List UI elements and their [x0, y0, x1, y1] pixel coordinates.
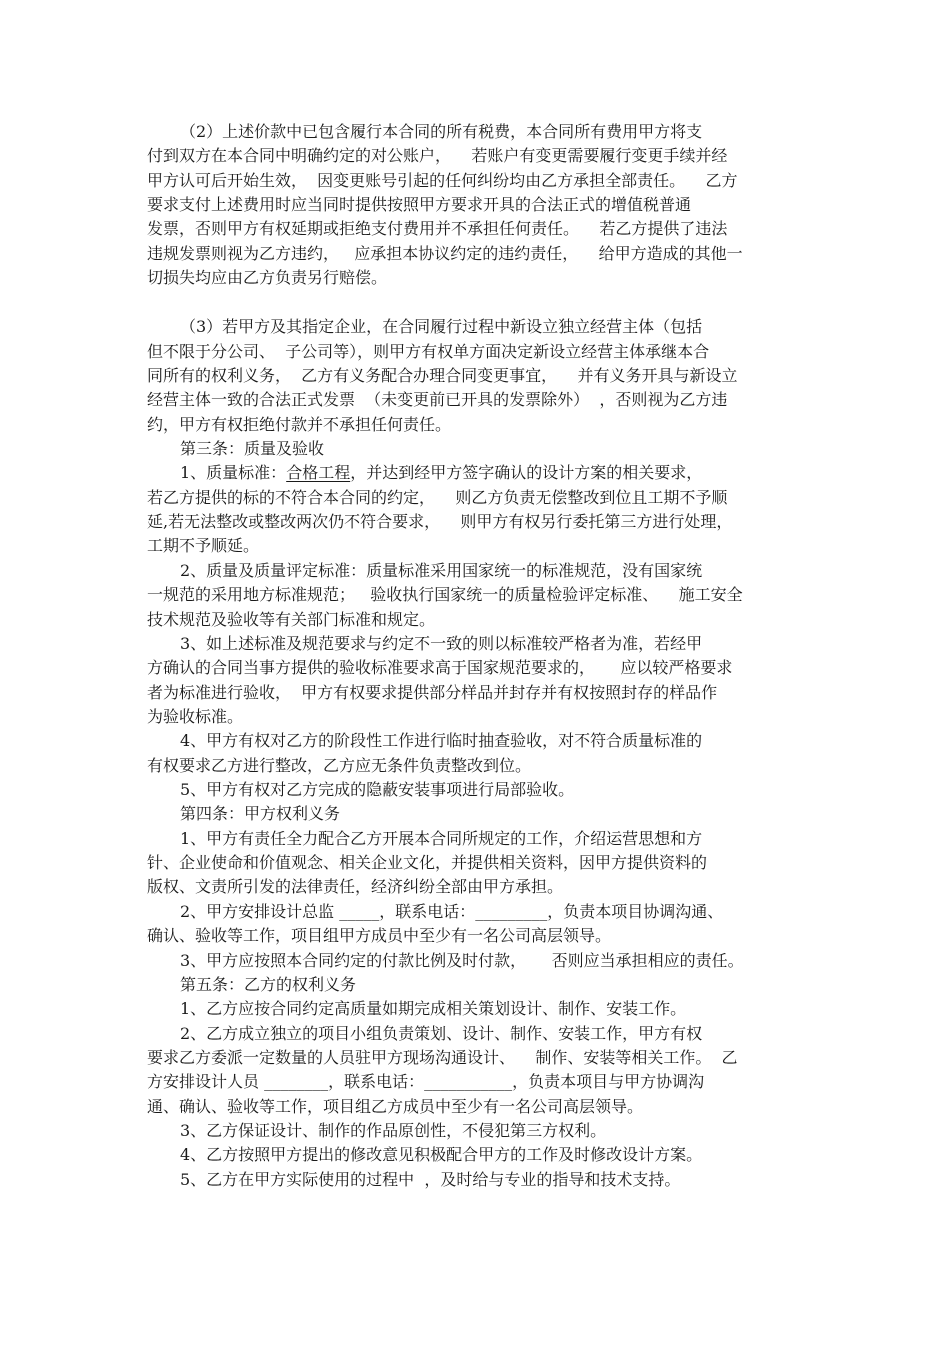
text-line: 工期不予顺延。	[147, 536, 260, 555]
section-heading: 第五条：乙方的权利义务	[180, 975, 357, 994]
text-line: 付到双方在本合同中明确约定的对公账户， 若账户有变更需要履行变更手续并经	[147, 146, 728, 165]
text-line: 2、乙方成立独立的项目小组负责策划、设计、制作、安装工作，甲方有权	[180, 1024, 703, 1043]
text-line: 者为标准进行验收， 甲方有权要求提供部分样品并封存并有权按照封存的样品作	[147, 683, 718, 702]
text-line: 确认、验收等工作，项目组甲方成员中至少有一名公司高层领导。	[147, 926, 612, 945]
text-line: 同所有的权利义务， 乙方有义务配合办理合同变更事宜， 并有义务开具与新设立	[147, 366, 738, 385]
text-line: 4、甲方有权对乙方的阶段性工作进行临时抽查验收，对不符合质量标准的	[180, 731, 703, 750]
text-line: 有权要求乙方进行整改，乙方应无条件负责整改到位。	[147, 756, 532, 775]
text-fragment: 1、质量标准：	[180, 463, 287, 482]
text-line: 方确认的合同当事方提供的验收标准要求高于国家规范要求的， 应以较严格要求	[147, 658, 733, 677]
text-line: 1、乙方应按合同约定高质量如期完成相关策划设计、制作、安装工作。	[180, 999, 687, 1018]
text-line: 切损失均应由乙方负责另行赔偿。	[147, 268, 388, 287]
text-line: 5、甲方有权对乙方完成的隐蔽安装事项进行局部验收。	[180, 780, 575, 799]
text-line: （3）若甲方及其指定企业，在合同履行过程中新设立独立经营主体（包括	[180, 317, 703, 336]
text-line: 2、甲方安排设计总监 _____，联系电话：_________，负责本项目协调沟通、	[180, 902, 724, 921]
quality-standard-value: 合格工程	[286, 463, 351, 482]
text-line: 4、乙方按照甲方提出的修改意见积极配合甲方的工作及时修改设计方案。	[180, 1145, 703, 1164]
text-line: 通、确认、验收等工作，项目组乙方成员中至少有一名公司高层领导。	[147, 1097, 644, 1116]
text-line: 针、企业使命和价值观念、相关企业文化，并提供相关资料，因甲方提供资料的	[147, 853, 708, 872]
text-line: 违规发票则视为乙方违约， 应承担本协议约定的违约责任， 给甲方造成的其他一	[147, 244, 743, 263]
text-line: 要求乙方委派一定数量的人员驻甲方现场沟通设计、 制作、安装等相关工作。 乙	[147, 1048, 738, 1067]
section-heading: 第四条：甲方权利义务	[180, 804, 341, 823]
text-line: 5、乙方在甲方实际使用的过程中 ，及时给与专业的指导和技术支持。	[180, 1170, 681, 1189]
text-line: 2、质量及质量评定标准：质量标准采用国家统一的标准规范，没有国家统	[180, 561, 703, 580]
text-line: 甲方认可后开始生效， 因变更账号引起的任何纠纷均由乙方承担全部责任。 乙方	[147, 171, 738, 190]
text-line: （2）上述价款中已包含履行本合同的所有税费，本合同所有费用甲方将支	[180, 122, 703, 141]
text-line: 方安排设计人员 ________，联系电话：___________，负责本项目与甲方协调沟	[147, 1072, 705, 1091]
text-line: 要求支付上述费用时应当同时提供按照甲方要求开具的合法正式的增值税普通	[147, 195, 692, 214]
text-line: 但不限于分公司、 子公司等），则甲方有权单方面决定新设立经营主体承继本合	[147, 342, 710, 361]
text-line: 经营主体一致的合法正式发票 （未变更前已开具的发票除外） ，否则视为乙方违	[147, 390, 728, 409]
text-line: 技术规范及验收等有关部门标准和规定。	[147, 610, 436, 629]
text-line	[180, 462, 702, 484]
text-line: 延,若无法整改或整改两次仍不符合要求， 则甲方有权另行委托第三方进行处理，	[147, 512, 733, 531]
text-line: 若乙方提供的标的不符合本合同的约定， 则乙方负责无偿整改到位且工期不予顺	[147, 488, 728, 507]
text-line: 3、如上述标准及规范要求与约定不一致的则以标准较严格者为准，若经甲	[180, 634, 703, 653]
section-heading: 第三条：质量及验收	[180, 439, 325, 458]
text-line: 发票，否则甲方有权延期或拒绝支付费用并不承担任何责任。 若乙方提供了违法	[147, 219, 728, 238]
text-line: 版权、文责所引发的法律责任，经济纠纷全部由甲方承担。	[147, 877, 564, 896]
text-line: 一规范的采用地方标准规范； 验收执行国家统一的质量检验评定标准、 施工安全	[147, 585, 743, 604]
text-line: 3、乙方保证设计、制作的作品原创性，不侵犯第三方权利。	[180, 1121, 607, 1140]
text-line: 约，甲方有权拒绝付款并不承担任何责任。	[147, 415, 452, 434]
text-fragment: ，并达到经甲方签字确认的设计方案的相关要求，	[350, 463, 703, 482]
text-line: 3、甲方应按照本合同约定的付款比例及时付款， 否则应当承担相应的责任。	[180, 951, 744, 970]
text-line: 1、甲方有责任全力配合乙方开展本合同所规定的工作，介绍运营思想和方	[180, 829, 703, 848]
text-line: 为验收标准。	[147, 707, 244, 726]
